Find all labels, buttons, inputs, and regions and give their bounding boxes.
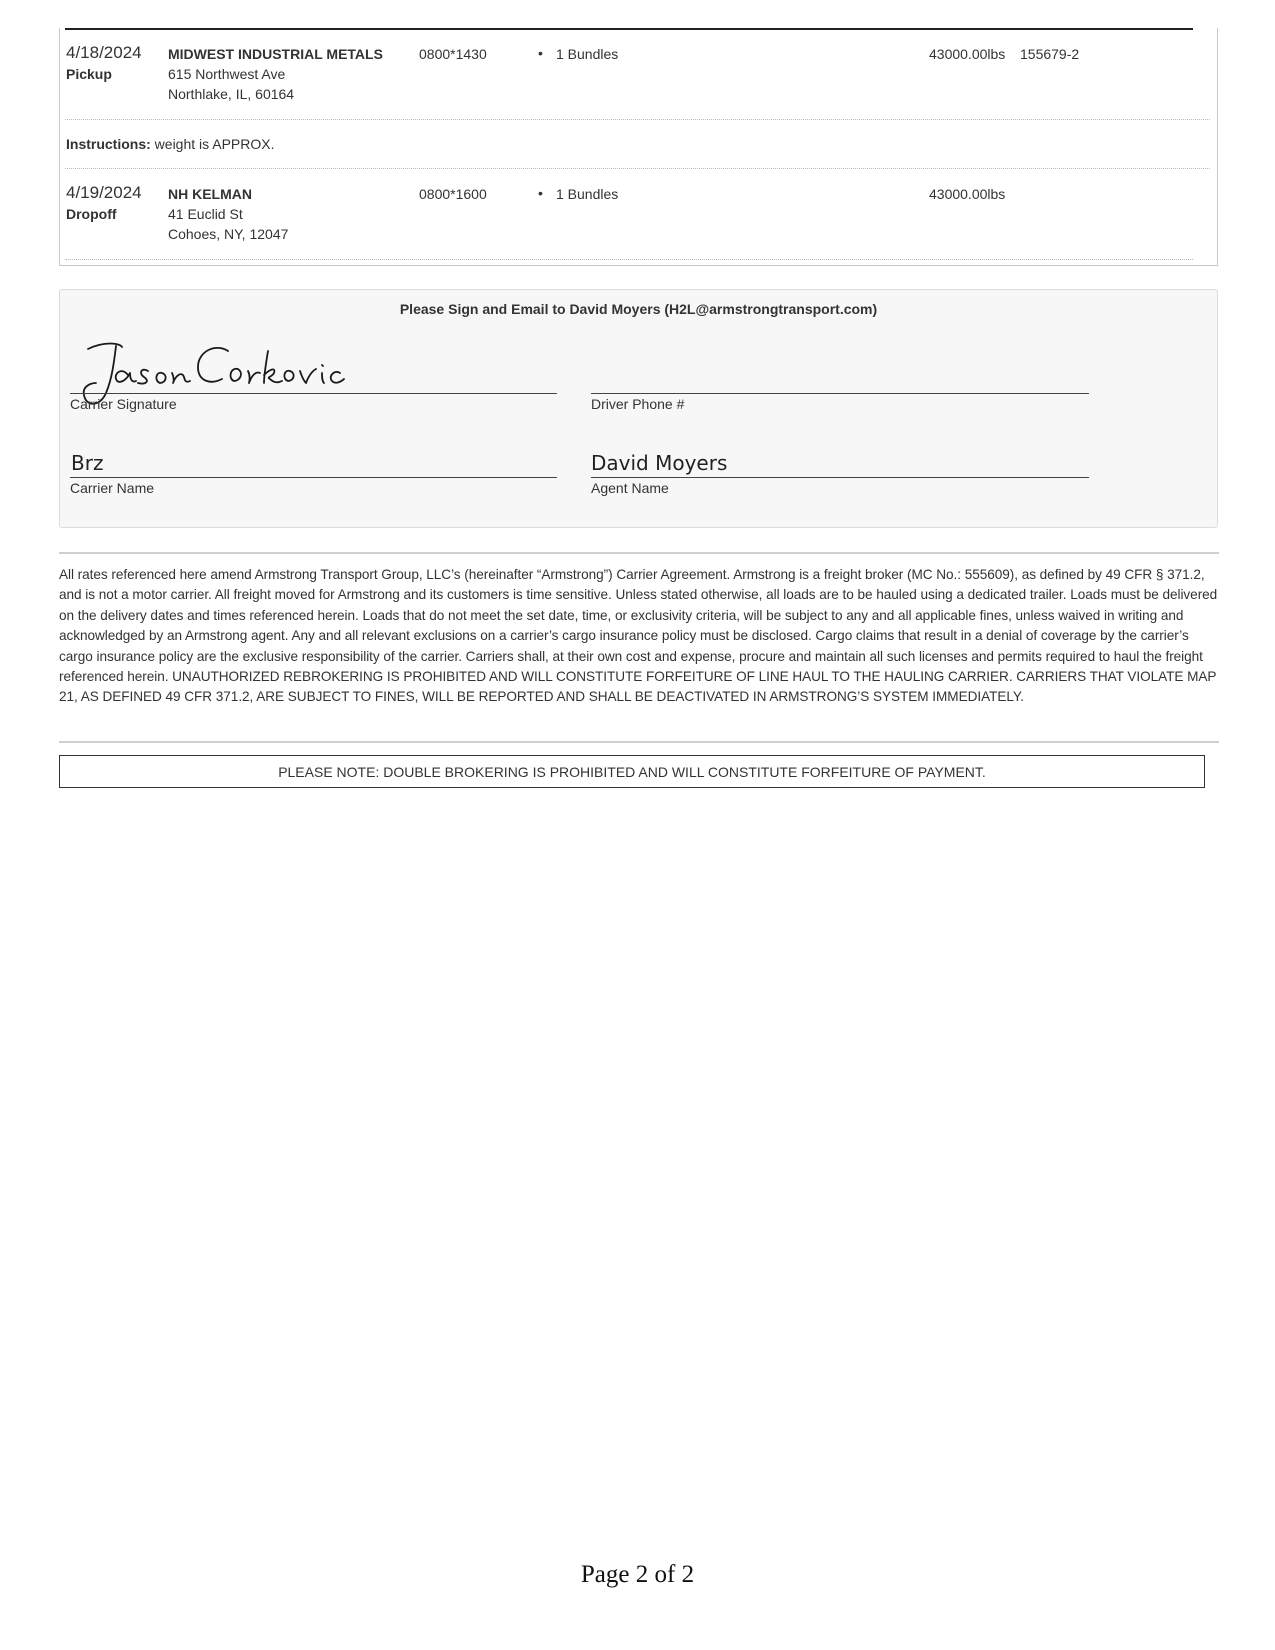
carrier-name-line (70, 477, 557, 478)
carrier-signature-line (70, 393, 557, 394)
instructions-text: weight is APPROX. (154, 136, 275, 152)
instructions (66, 136, 275, 152)
bullet-icon: • (538, 45, 543, 61)
bullet-icon: • (538, 185, 543, 201)
stop-commodity: 1 Bundles (556, 186, 619, 202)
stop-hours: 0800*1600 (419, 186, 487, 202)
page-number: Page 2 of 2 (580, 1561, 695, 1588)
agent-name-label: Agent Name (591, 480, 669, 496)
terms-paragraph: All rates referenced here amend Armstrong Transport Group, LLC’s (hereinafter “Armstrong”) Carrier Agreement. Armstrong is a freight broker (MC No.: 555609), as defined by 49 CFR § 371.2, and is not a motor carrier. All freight moved for Armstrong and its customers is time sensitive. Unless stated otherwise, all loads are to be hauled using a dedicated trailer. Loads must be delivered on the delivery dates and times referenced herein. Loads that do not meet the set date, time, or exclusivity criteria, will be subject to any and all applicable fines, unless waived in writing and acknowledged by an Armstrong agent. Any and all relevant exclusions on a carrier’s cargo insurance policy must be disclosed. Cargo claims that result in a denial of coverage by the carrier’s cargo insurance policy are the exclusive responsibility of the carrier. Carriers shall, at their own cost and expense, procure and maintain all such licenses and permits required to haul the freight referenced herein. UNAUTHORIZED REBROKERING IS PROHIBITED AND WILL CONSTITUTE FORFEITURE OF LINE HAUL TO THE HAULING CARRIER. CARRIERS THAT VIOLATE MAP 21, AS DEFINED 49 CFR 371.2, ARE SUBJECT TO FINES, WILL BE REPORTED AND SHALL BE DEACTIVATED IN ARMSTRONG’S SYSTEM IMMEDIATELY. (59, 567, 1218, 705)
carrier-name-label: Carrier Name (70, 480, 155, 496)
stop-weight: 43000.00lbs (929, 46, 1006, 62)
signature-heading: Please Sign and Email to David Moyers (H2L@armstrongtransport.com) (399, 301, 878, 317)
stop-commodity: 1 Bundles (556, 46, 619, 62)
stop-facility-name: NH KELMAN (168, 186, 252, 202)
notice-text: PLEASE NOTE: DOUBLE BROKERING IS PROHIBITED AND WILL CONSTITUTE FORFEITURE OF PAYMENT. (278, 763, 986, 780)
stop-date: 4/18/2024 (66, 43, 142, 62)
instructions-label: Instructions: (66, 136, 151, 152)
stop-address-line1: 41 Euclid St (168, 206, 243, 222)
carrier-name-field[interactable]: Brz (71, 451, 104, 475)
stop-address-line2: Northlake, IL, 60164 (168, 86, 295, 102)
stop-type: Pickup (66, 66, 112, 82)
stop-reference: 155679-2 (1020, 46, 1080, 62)
agent-name-field[interactable]: David Moyers (591, 451, 728, 475)
stops-table-top-rule (65, 28, 1193, 30)
carrier-signature-label: Carrier Signature (70, 396, 177, 412)
stop-date: 4/19/2024 (66, 183, 142, 202)
row-divider (65, 259, 1193, 260)
driver-phone-line (591, 393, 1089, 394)
stop-address-line2: Cohoes, NY, 12047 (168, 226, 289, 242)
driver-phone-label: Driver Phone # (591, 396, 685, 412)
terms-bottom-rule (59, 741, 1219, 743)
stop-hours: 0800*1430 (419, 46, 487, 62)
row-divider (65, 168, 1210, 169)
stop-type: Dropoff (66, 206, 117, 222)
stop-facility-name: MIDWEST INDUSTRIAL METALS (168, 46, 383, 62)
row-divider (65, 119, 1210, 120)
stop-weight: 43000.00lbs (929, 186, 1006, 202)
double-brokering-notice (59, 755, 1205, 788)
terms-top-rule (59, 552, 1219, 554)
agent-name-line (591, 477, 1089, 478)
stop-address-line1: 615 Northwest Ave (168, 66, 286, 82)
